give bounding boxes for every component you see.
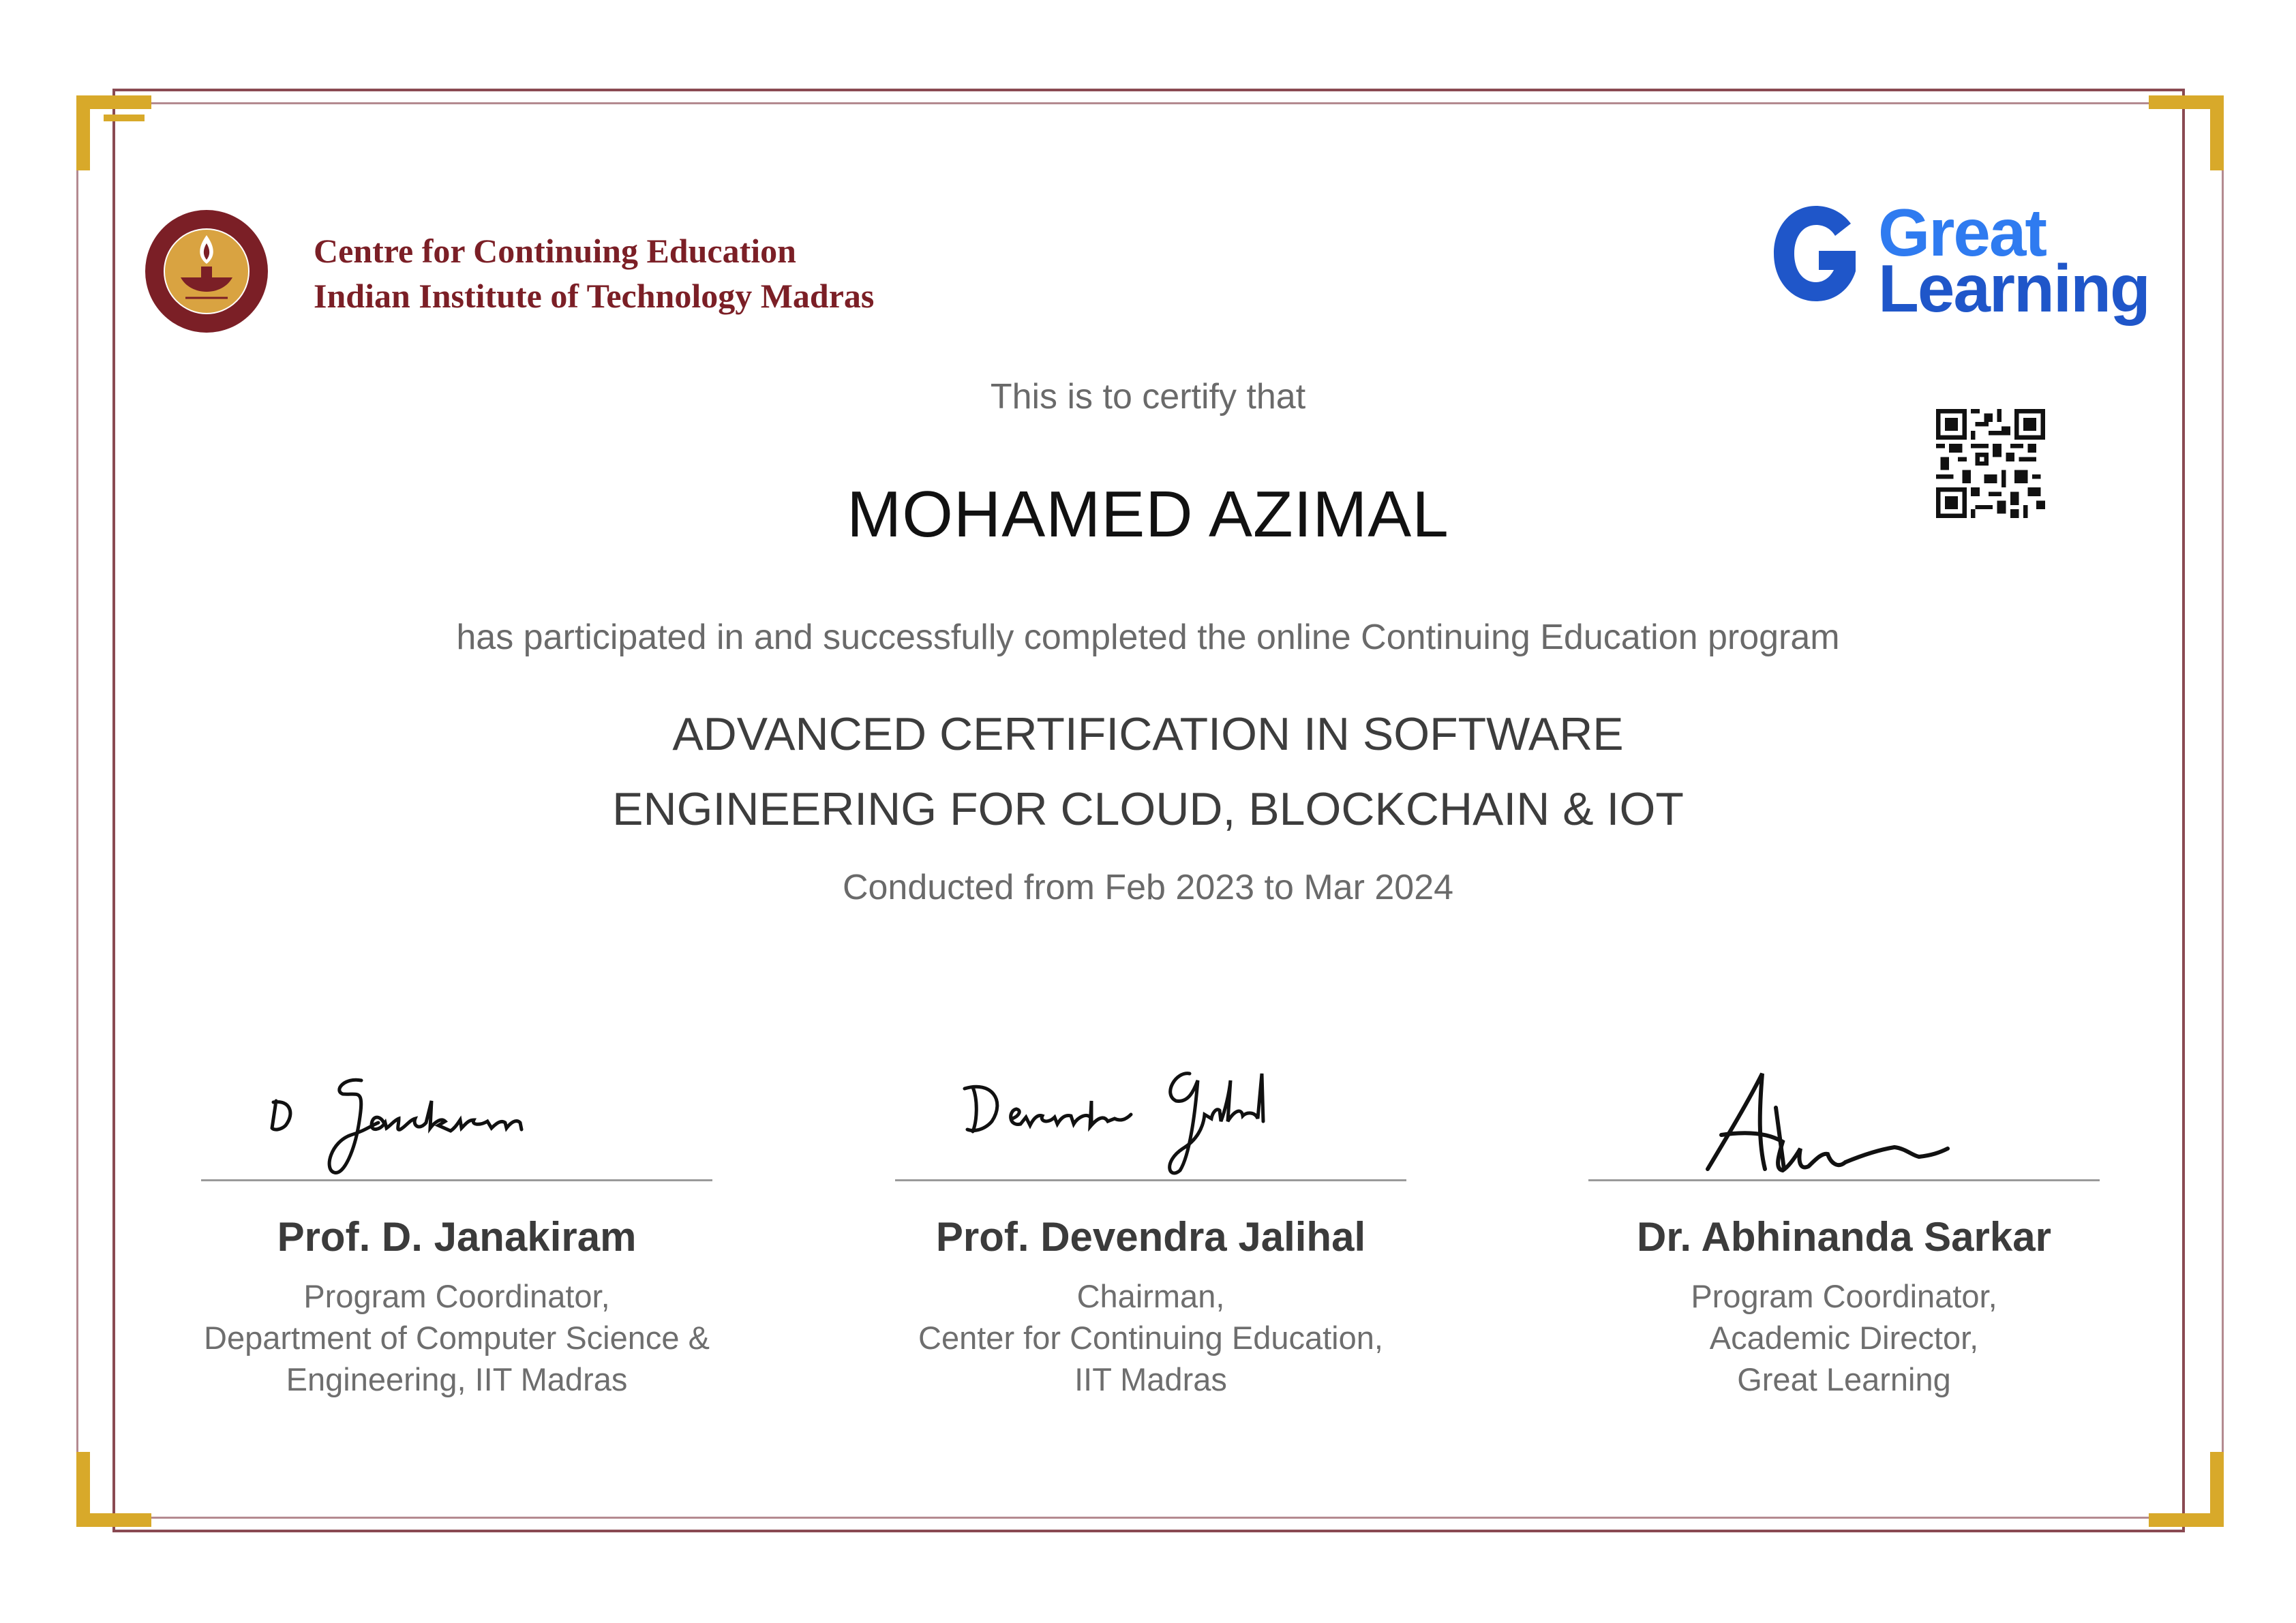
signatory-2-title-line-1: Chairman, [1076,1278,1225,1314]
program-title [0,697,2296,847]
iit-institution-text [314,228,874,318]
signatory-3-title-line-3: Great Learning [1737,1361,1951,1397]
signatory-3-title [1585,1275,2103,1400]
signatory-2-title-line-3: IIT Madras [1074,1361,1227,1397]
iit-line-2: Indian Institute of Technology Madras [314,277,875,315]
great-learning-logo [1766,196,2175,333]
signatory-1-title [198,1275,716,1400]
certify-intro: This is to certify that [990,377,1306,416]
signatory-1-title-line-1: Program Coordinator, [303,1278,610,1314]
signatory-3-title-line-2: Academic Director, [1709,1320,1979,1356]
signatory-1 [198,1213,716,1400]
iit-line-1: Centre for Continuing Education [314,232,796,270]
signature-line-2 [895,1179,1406,1181]
gl-word-learning: Learning [1878,251,2149,326]
signatory-1-title-line-3: Engineering, IIT Madras [286,1361,628,1397]
great-learning-g-icon [1766,196,1868,312]
corner-ornament-top-right [2149,95,2224,170]
signatory-2 [892,1213,1410,1400]
signature-jalihal-image [958,1053,1353,1183]
program-title-line-1: ADVANCED CERTIFICATION IN SOFTWARE [672,708,1624,760]
signatory-3 [1585,1213,2103,1400]
program-title-line-2: ENGINEERING FOR CLOUD, BLOCKCHAIN & IOT [612,783,1684,835]
signatory-3-name: Dr. Abhinanda Sarkar [1637,1214,2051,1260]
signatory-3-title-line-1: Program Coordinator, [1691,1278,1997,1314]
signatory-2-title [892,1275,1410,1400]
gl-word-great: Great [1878,195,2046,270]
signatory-2-name: Prof. Devendra Jalihal [935,1214,1366,1260]
signature-line-3 [1588,1179,2100,1181]
corner-ornament-bottom-right [2149,1452,2224,1527]
signature-line-1 [201,1179,712,1181]
recipient-name: MOHAMED AZIMAL [847,478,1449,551]
signatory-2-title-line-2: Center for Continuing Education, [918,1320,1383,1356]
participation-statement: has participated in and successfully completed the online Continuing Education program [456,618,1840,657]
signatory-1-name: Prof. D. Janakiram [277,1214,637,1260]
signatory-1-title-line-2: Department of Computer Science & [204,1320,710,1356]
iit-madras-seal-icon [143,201,270,342]
signature-sarkar-image [1694,1060,2001,1189]
signature-janakiram-image [262,1060,644,1189]
corner-ornament-bottom-left [76,1452,151,1527]
corner-ornament-top-left [76,95,151,170]
program-duration: Conducted from Feb 2023 to Mar 2024 [842,868,1454,907]
